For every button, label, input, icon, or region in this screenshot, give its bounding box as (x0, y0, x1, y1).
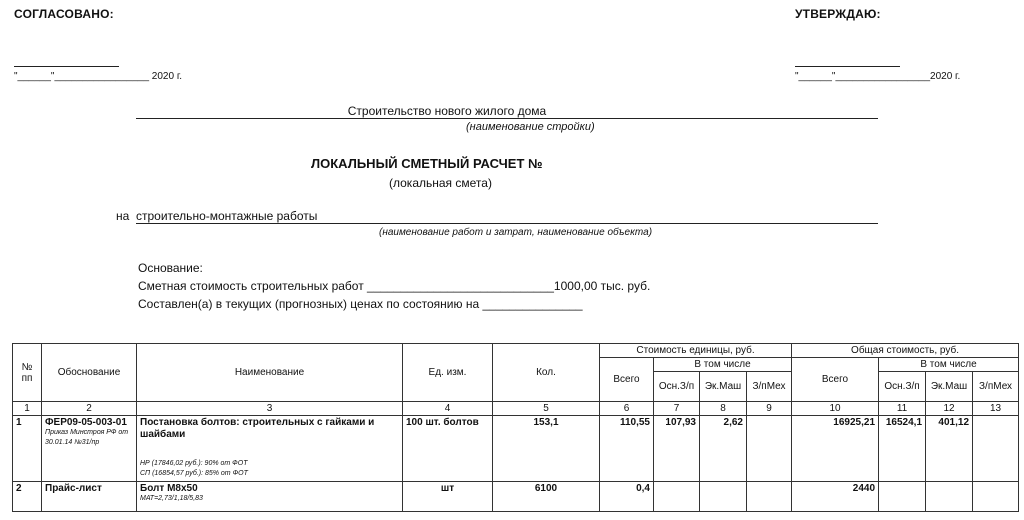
project-name (136, 104, 878, 119)
project-caption: (наименование стройки) (466, 121, 595, 133)
col-number: 11 (879, 402, 926, 416)
row-num: 2 (13, 482, 42, 512)
header-sum-ek: Эк.Маш (926, 372, 973, 402)
row-cell: 107,93 (654, 416, 700, 482)
row-num: 1 (13, 416, 42, 482)
works-text: строительно-монтажные работы (136, 209, 318, 223)
col-number: 5 (493, 402, 600, 416)
row-qty: 153,1 (493, 416, 600, 482)
col-number: 8 (700, 402, 747, 416)
row-name-text: Постановка болтов: строительных с гайками и шайбами (140, 417, 375, 440)
row-cell: 2440 (792, 482, 879, 512)
signature-line-left (14, 66, 119, 67)
on-label: на (116, 209, 130, 223)
col-number: 10 (792, 402, 879, 416)
col-number: 4 (403, 402, 493, 416)
col-number: 9 (747, 402, 792, 416)
col-number: 7 (654, 402, 700, 416)
row-name (137, 482, 403, 512)
row-code-text: Прайс-лист (45, 483, 102, 494)
header-sum-zpmekh: З/пМех (973, 372, 1019, 402)
header-num: № пп (13, 344, 42, 402)
row-cell (654, 482, 700, 512)
col-number: 6 (600, 402, 654, 416)
row-cell: 0,4 (600, 482, 654, 512)
row-cell (879, 482, 926, 512)
estimated-cost-line: Сметная стоимость строительных работ ____________________________1000,00 тыс. руб. (138, 279, 651, 293)
header-unit-incl: В том числе (654, 358, 792, 372)
works-field (136, 209, 878, 224)
works-caption: (наименование работ и затрат, наименование объекта) (379, 227, 653, 238)
col-number: 2 (42, 402, 137, 416)
row-name (137, 416, 403, 482)
col-number: 1 (13, 402, 42, 416)
header-total-cost: Общая стоимость, руб. (792, 344, 1019, 358)
row-code (42, 482, 137, 512)
col-number: 3 (137, 402, 403, 416)
row-cell (973, 416, 1019, 482)
header-name: Наименование (137, 344, 403, 402)
table-row (13, 482, 1019, 512)
compiled-prices-line: Составлен(а) в текущих (прогнозных) ценах по состоянию на _______________ (138, 297, 583, 311)
row-cell (747, 482, 792, 512)
row-material-note: МАТ=2,73/1,18/5,83 (140, 495, 203, 502)
row-code-note: Приказ Минстроя РФ от 30.01.14 №31/пр (45, 429, 129, 446)
signature-line-right (795, 66, 900, 67)
project-text: Строительство нового жилого дома (347, 104, 547, 118)
basis-label: Основание: (138, 261, 203, 275)
row-overhead-note: НР (17846,02 руб.): 90% от ФОТ (140, 460, 248, 467)
header-unit-ek: Эк.Маш (700, 372, 747, 402)
row-profit-note: СП (16854,57 руб.): 85% от ФОТ (140, 470, 248, 477)
header-unit-cost: Стоимость единицы, руб. (600, 344, 792, 358)
row-cell: 16524,1 (879, 416, 926, 482)
row-cell (926, 482, 973, 512)
header-sum-incl: В том числе (879, 358, 1019, 372)
header-unit-osn: Осн.З/п (654, 372, 700, 402)
col-number: 13 (973, 402, 1019, 416)
row-cell: 401,12 (926, 416, 973, 482)
approve-label: УТВЕРЖДАЮ: (795, 7, 881, 21)
header-basis: Обоснование (42, 344, 137, 402)
row-cell (973, 482, 1019, 512)
col-number: 12 (926, 402, 973, 416)
row-code-text: ФЕР09-05-003-01 (45, 417, 127, 428)
header-unit: Ед. изм. (403, 344, 493, 402)
agreed-label: СОГЛАСОВАНО: (14, 7, 114, 21)
row-unit: шт (403, 482, 493, 512)
row-cell: 16925,21 (792, 416, 879, 482)
estimate-table (12, 343, 1019, 512)
row-name-text: Болт М8х50 (140, 483, 198, 494)
row-code (42, 416, 137, 482)
row-cell: 2,62 (700, 416, 747, 482)
header-unit-zpmekh: З/пМех (747, 372, 792, 402)
document-title: ЛОКАЛЬНЫЙ СМЕТНЫЙ РАСЧЕТ № (311, 156, 543, 171)
date-line-right: "______"_________________2020 г. (795, 71, 961, 82)
header-qty: Кол. (493, 344, 600, 402)
header-sum-osn: Осн.З/п (879, 372, 926, 402)
date-line-left: "______"_________________ 2020 г. (14, 71, 183, 82)
row-unit: 100 шт. болтов (403, 416, 493, 482)
header-unit-total: Всего (600, 358, 654, 402)
header-sum-total: Всего (792, 358, 879, 402)
table-row (13, 416, 1019, 482)
row-cell (747, 416, 792, 482)
row-cell: 110,55 (600, 416, 654, 482)
row-cell (700, 482, 747, 512)
document-subtitle: (локальная смета) (389, 176, 492, 190)
row-qty: 6100 (493, 482, 600, 512)
